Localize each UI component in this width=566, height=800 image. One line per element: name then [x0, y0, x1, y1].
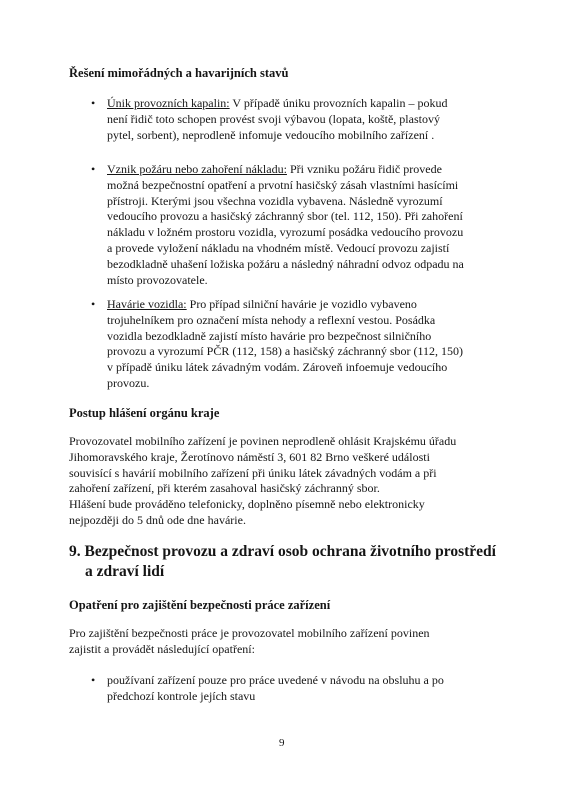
list-item-text: bezodkladně uhašení ložiska požáru a následný náhradní odvoz odpadu na [107, 256, 464, 271]
list-item-text: přístroji. Kterými jsou všechna vozidla vybavena. Následně vyrozumí [107, 193, 443, 208]
bullet-icon: • [91, 673, 96, 687]
list-item-text: vedoucího provozu a hasičský záchranný sbor (tel. 112, 150). Při zahoření [107, 209, 463, 224]
paragraph-line: Provozovatel mobilního zařízení je povinen neprodleně ohlásit Krajskému úřadu [69, 434, 457, 448]
section-heading-line: 9. Bezpečnost provozu a zdraví osob ochrana životního prostředí [69, 543, 496, 560]
paragraph-line: Pro zajištění bezpečnosti práce je provozovatel mobilního zařízení povinen [69, 626, 430, 640]
paragraph-line: nejpozději do 5 dnů ode dne havárie. [69, 512, 246, 527]
page-number: 9 [279, 737, 285, 749]
list-item-term: Únik provozních kapalin: [107, 96, 230, 110]
bullet-icon: • [91, 297, 96, 311]
heading-safety-measures: Opatření pro zajištění bezpečnosti práce zařízení [69, 598, 331, 612]
list-item-text: pytel, sorbent), neprodleně infomuje vedoucího mobilního zařízení . [107, 127, 435, 142]
paragraph-line: Hlášení bude prováděno telefonicky, doplněno písemně nebo elektronicky [69, 497, 425, 512]
list-item-fluid-leak [107, 96, 527, 143]
list-item-text: není řidič toto schopen provést svoji výbavou (lopata, koště, plastový [107, 111, 440, 126]
paragraph-line: zajistit a provádět následující opatření: [69, 641, 255, 656]
list-item-text: V případě úniku provozních kapalin – pokud [229, 96, 448, 110]
list-item-text: vozidla bezodkladně zajistí místo havárie pro bezpečnost silničního [107, 328, 432, 343]
list-item-text: Pro případ silniční havárie je vozidlo vybaveno [186, 297, 417, 311]
bullet-icon: • [91, 96, 96, 110]
list-item-equipment-use [107, 673, 527, 705]
list-item-vehicle-accident [107, 297, 527, 392]
safety-intro-paragraph [69, 626, 539, 658]
list-item-fire [107, 162, 527, 288]
list-item-text: provozu a vyrozumí PČR (112, 158) a hasičský záchranný sbor (112, 150) [107, 344, 464, 359]
section-heading-line: a zdraví lidí [85, 563, 165, 580]
list-item-term: Vznik požáru nebo zahoření nákladu: [107, 162, 287, 176]
heading-reporting-procedure: Postup hlášení orgánu kraje [69, 406, 220, 420]
paragraph-line: souvisící s havárií mobilního zařízení při úniku látek závadných vodám a při [69, 465, 437, 480]
list-item-term: Havárie vozidla: [107, 297, 187, 311]
section-heading-9 [69, 542, 549, 582]
bullet-icon: • [91, 162, 96, 176]
list-item-text: trojuhelníkem pro označení místa nehody a reflexní vestou. Posádka [107, 312, 436, 327]
list-item-text: používaní zařízení pouze pro práce uvedené v návodu na obsluhu a po [107, 673, 444, 687]
reporting-paragraph [69, 434, 539, 529]
list-item-text: nákladu v ložném prostoru vozidla, vyrozumí posádka vedoucího provozu [107, 225, 464, 240]
list-item-text: možná bezpečnostní opatření a prvotní hasičský zásah vlastními hasícími [107, 177, 459, 192]
paragraph-line: zahoření zařízení, při kterém zasahoval hasičský záchranný sbor. [69, 481, 380, 496]
list-item-text: a provede vyložení nákladu na vhodném místě. Vedoucí provozu zajistí [107, 240, 450, 255]
paragraph-line: Jihomoravského kraje, Žerotínovo náměstí 3, 601 82 Brno veškeré události [69, 449, 430, 464]
list-item-text: v případě úniku látek závadným vodám. Zároveň infoemuje vedoucího [107, 360, 448, 375]
list-item-text: provozu. [107, 375, 150, 390]
list-item-text: místo provozovatele. [107, 272, 208, 287]
heading-emergency-situations: Řešení mimořádných a havarijních stavů [69, 66, 289, 80]
list-item-text: Při vzniku požáru řidič provede [286, 162, 442, 176]
list-item-text: předchozí kontrole jejích stavu [107, 688, 256, 703]
